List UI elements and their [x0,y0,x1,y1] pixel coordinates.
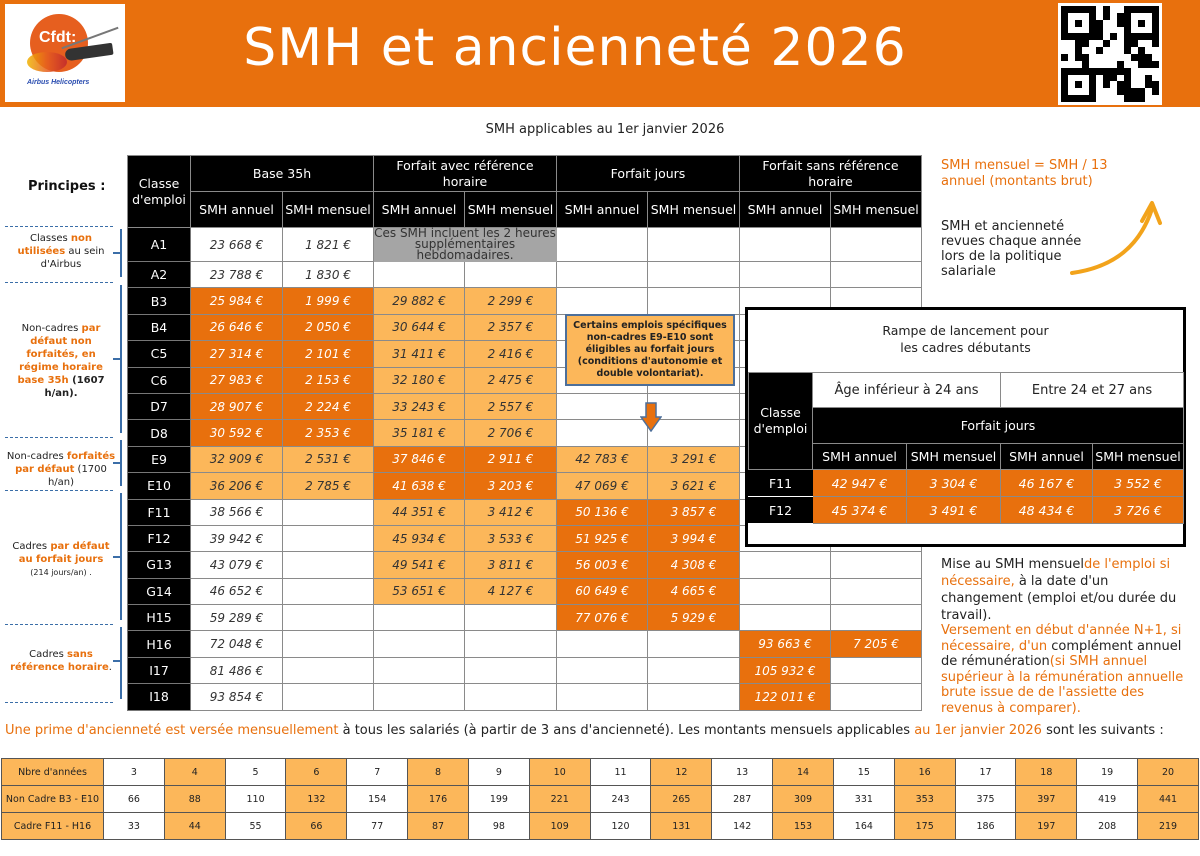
header-forfait-jours: Forfait jours [557,156,740,192]
table-cell: 59 289 € [191,605,283,631]
anciennete-row [2,813,1199,840]
table-row [128,684,922,710]
header-banner [0,0,1200,107]
table-cell [557,631,648,657]
table-cell [557,420,648,446]
table-cell [648,228,740,262]
anciennete-cell: 142 [712,813,773,840]
anciennete-row [2,759,1199,786]
class-label: H16 [128,631,191,657]
rampe-cell: 3 304 € [907,470,1001,497]
table-cell [740,605,831,631]
header-classe-emploi: Classe d'emploi [128,156,191,228]
subheader-smh-annuel: SMH annuel [740,192,831,228]
table-cell [283,684,374,710]
class-label: F12 [128,525,191,551]
subheader-smh-annuel: SMH annuel [191,192,283,228]
table-cell [465,684,557,710]
anciennete-cell: 44 [164,813,225,840]
group-label-non-cadres-35h: Non-cadres par défaut non forfaités, en régime horaire base 35h (1607 h/an). [17,323,105,399]
table-cell: 32 909 € [191,446,283,472]
table-cell: 53 651 € [374,578,465,604]
forfait-jours-note: Certains emplois spécifiques non-cadres E9-E10 sont éligibles au forfait jours (conditions d'autonomie et double volontariat). [565,314,735,386]
table-cell: 3 412 € [465,499,557,525]
table-cell [374,631,465,657]
gray-note-heures-sup: Ces SMH incluent les 2 heures supplémentaires hebdomadaires. [374,226,556,262]
prime-anciennete-text: Une prime d'ancienneté est versée mensuellement à tous les salariés (à partir de 3 ans d'ancienneté). Les montants mensuels applicables au 1er janvier 2026 sont les suivants : [5,723,1164,738]
anciennete-cell: 16 [894,759,955,786]
table-cell: 3 857 € [648,499,740,525]
table-cell: 27 314 € [191,341,283,367]
anciennete-cell: 12 [651,759,712,786]
anciennete-cell: 8 [408,759,469,786]
header-base-35h: Base 35h [191,156,374,192]
mise-au-smh-note: Mise au SMH mensuelde l'emploi si nécessaire, à la date d'un changement (emploi et/ou durée du travail). [941,557,1177,623]
header-forfait-ref-horaire: Forfait avec référence horaire [374,156,557,192]
group-label-cadres-forfait-jours: Cadres par défaut au forfait jours (214 jours/an) . [12,541,110,577]
table-cell: 46 652 € [191,578,283,604]
table-cell: 1 821 € [283,228,374,262]
table-cell: 7 205 € [831,631,922,657]
anciennete-cell: 132 [286,786,347,813]
header-forfait-sans-ref: Forfait sans référence horaire [740,156,922,192]
anciennete-cell: 208 [1077,813,1138,840]
class-label: H15 [128,605,191,631]
table-cell: 33 243 € [374,393,465,419]
anciennete-row-label: Nbre d'années [2,759,104,786]
rampe-cadres-debutants [745,307,1186,547]
table-cell: 49 541 € [374,552,465,578]
anciennete-cell: 221 [529,786,590,813]
anciennete-cell: 11 [590,759,651,786]
anciennete-cell: 309 [773,786,834,813]
anciennete-cell: 55 [225,813,286,840]
anciennete-cell: 87 [408,813,469,840]
revues-note: SMH et ancienneté revues chaque année lors de la politique salariale [941,219,1082,279]
rampe-cell: 45 374 € [813,497,907,524]
table-cell [648,262,740,288]
anciennete-cell: 175 [894,813,955,840]
class-label: I18 [128,684,191,710]
group-label-unused: Classes non utilisées au sein d'Airbus [17,233,105,270]
group-label-non-cadres-forfaites: Non-cadres forfaités par défaut (1700 h/an) [6,451,116,488]
table-cell: 93 663 € [740,631,831,657]
anciennete-cell: 419 [1077,786,1138,813]
anciennete-row-label: Non Cadre B3 - E10 [2,786,104,813]
versement-note: Versement en début d'année N+1, si nécessaire, d'un complément annuel de rémunération(si SMH annuel supérieur à la rémunération annuelle brute issue de de l'assiette des revenus à comparer). [941,623,1184,716]
anciennete-cell: 164 [833,813,894,840]
divider [5,490,113,491]
table-cell [831,262,922,288]
table-cell [283,525,374,551]
anciennete-cell: 219 [1138,813,1199,840]
table-cell: 32 180 € [374,367,465,393]
class-label: I17 [128,657,191,683]
table-cell [283,631,374,657]
table-cell: 2 299 € [465,288,557,314]
table-cell [557,228,648,262]
class-label: G14 [128,578,191,604]
anciennete-cell: 20 [1138,759,1199,786]
anciennete-cell: 18 [1016,759,1077,786]
rampe-row [749,497,1184,524]
curved-arrow-icon [1060,195,1170,285]
table-cell: 2 785 € [283,473,374,499]
table-cell: 72 048 € [191,631,283,657]
class-label: F11 [128,499,191,525]
table-row [128,631,922,657]
table-cell: 4 127 € [465,578,557,604]
class-label: B4 [128,314,191,340]
table-cell [465,262,557,288]
divider [5,226,113,227]
brace-tick [113,462,121,464]
table-cell [557,684,648,710]
table-cell: 35 181 € [374,420,465,446]
table-cell: 37 846 € [374,446,465,472]
brace-tick [113,252,121,254]
subheader-smh-mensuel: SMH mensuel [831,192,922,228]
table-cell: 29 882 € [374,288,465,314]
table-cell: 30 592 € [191,420,283,446]
rampe-class: F12 [749,497,813,524]
table-cell: 3 291 € [648,446,740,472]
table-cell: 2 706 € [465,420,557,446]
table-cell [557,262,648,288]
anciennete-cell: 66 [286,813,347,840]
table-cell [831,657,922,683]
table-cell: 3 533 € [465,525,557,551]
anciennete-cell: 17 [955,759,1016,786]
rampe-forfait-jours: Forfait jours [813,408,1184,444]
table-cell [557,657,648,683]
table-row [128,605,922,631]
anciennete-cell: 14 [773,759,834,786]
anciennete-cell: 265 [651,786,712,813]
class-label: C5 [128,341,191,367]
subheader-smh-annuel: SMH annuel [557,192,648,228]
anciennete-cell: 15 [833,759,894,786]
anciennete-row-label: Cadre F11 - H16 [2,813,104,840]
brace-tick [113,556,121,558]
table-cell [740,552,831,578]
anciennete-cell: 154 [347,786,408,813]
divider [5,282,113,283]
page-title: SMH et ancienneté 2026 [243,18,907,78]
rampe-header-classe: Classe d'emploi [749,373,813,470]
class-label: G13 [128,552,191,578]
table-cell [831,605,922,631]
class-label: D7 [128,393,191,419]
table-cell: 77 076 € [557,605,648,631]
anciennete-table [1,758,1199,840]
table-cell: 2 101 € [283,341,374,367]
table-subtitle: SMH applicables au 1er janvier 2026 [485,122,725,137]
table-cell: 4 308 € [648,552,740,578]
table-cell [465,631,557,657]
table-cell [740,262,831,288]
rampe-table [748,372,1184,524]
class-label: A2 [128,262,191,288]
table-cell: 2 353 € [283,420,374,446]
table-cell: 43 079 € [191,552,283,578]
table-cell [283,578,374,604]
formula-note: SMH mensuel = SMH / 13 annuel (montants brut) [941,158,1108,189]
class-label: E10 [128,473,191,499]
divider [5,702,113,703]
anciennete-cell: 441 [1138,786,1199,813]
table-cell [374,262,465,288]
table-cell: 3 621 € [648,473,740,499]
table-cell: 3 811 € [465,552,557,578]
table-cell [283,657,374,683]
logo-swoosh-icon [27,52,67,72]
table-cell: 25 984 € [191,288,283,314]
anciennete-cell: 110 [225,786,286,813]
anciennete-cell: 77 [347,813,408,840]
table-cell: 2 357 € [465,314,557,340]
anciennete-cell: 13 [712,759,773,786]
anciennete-cell: 176 [408,786,469,813]
table-cell [283,552,374,578]
subheader-smh-mensuel: SMH mensuel [648,192,740,228]
table-cell: 38 566 € [191,499,283,525]
table-cell: 5 929 € [648,605,740,631]
anciennete-cell: 3 [104,759,165,786]
table-row [128,262,922,288]
table-cell: 44 351 € [374,499,465,525]
table-cell: 2 224 € [283,393,374,419]
rampe-cell: 3 726 € [1093,497,1184,524]
table-cell: 41 638 € [374,473,465,499]
subheader-smh-annuel: SMH annuel [374,192,465,228]
brace-tick [113,660,121,662]
anciennete-cell: 375 [955,786,1016,813]
anciennete-cell: 4 [164,759,225,786]
rampe-cell: 42 947 € [813,470,907,497]
table-cell: 2 911 € [465,446,557,472]
table-cell: 2 416 € [465,341,557,367]
table-cell [557,288,648,314]
group-brace [120,627,122,699]
anciennete-cell: 109 [529,813,590,840]
anciennete-cell: 197 [1016,813,1077,840]
anciennete-cell: 6 [286,759,347,786]
table-cell [831,552,922,578]
divider [5,437,113,438]
table-cell [648,288,740,314]
table-cell: 31 411 € [374,341,465,367]
table-cell: 2 050 € [283,314,374,340]
table-cell [831,228,922,262]
anciennete-cell: 331 [833,786,894,813]
table-cell: 39 942 € [191,525,283,551]
table-cell [465,657,557,683]
rampe-title: Rampe de lancement pour les cadres débutants [882,323,1049,355]
table-cell: 1 999 € [283,288,374,314]
table-cell: 23 668 € [191,228,283,262]
table-cell [465,605,557,631]
subheader-smh-mensuel: SMH mensuel [465,192,557,228]
anciennete-cell: 33 [104,813,165,840]
table-cell: 122 011 € [740,684,831,710]
table-cell [740,578,831,604]
table-cell [283,499,374,525]
cfdt-logo [5,4,125,102]
logo-subtitle: Airbus Helicopters [27,79,90,86]
table-cell: 2 557 € [465,393,557,419]
table-cell: 45 934 € [374,525,465,551]
table-row [128,657,922,683]
anciennete-cell: 19 [1077,759,1138,786]
table-cell: 23 788 € [191,262,283,288]
table-cell [374,657,465,683]
table-cell: 105 932 € [740,657,831,683]
rampe-cell: 46 167 € [1001,470,1093,497]
anciennete-cell: 153 [773,813,834,840]
table-cell: 81 486 € [191,657,283,683]
table-cell: 50 136 € [557,499,648,525]
class-label: D8 [128,420,191,446]
table-cell [648,631,740,657]
rampe-class: F11 [749,470,813,497]
rampe-sub-smh-mensuel: SMH mensuel [907,444,1001,470]
arrow-down-icon [640,402,662,432]
anciennete-cell: 7 [347,759,408,786]
class-label: A1 [128,228,191,262]
table-cell [283,605,374,631]
class-label: C6 [128,367,191,393]
anciennete-cell: 66 [104,786,165,813]
table-cell: 56 003 € [557,552,648,578]
table-cell: 51 925 € [557,525,648,551]
table-cell: 93 854 € [191,684,283,710]
anciennete-cell: 199 [468,786,529,813]
principes-heading: Principes : [28,179,106,194]
anciennete-cell: 88 [164,786,225,813]
table-cell: 30 644 € [374,314,465,340]
table-cell [374,684,465,710]
rampe-sub-smh-annuel: SMH annuel [1001,444,1093,470]
anciennete-cell: 397 [1016,786,1077,813]
rampe-row [749,470,1184,497]
table-cell: 26 646 € [191,314,283,340]
table-cell: 1 830 € [283,262,374,288]
anciennete-cell: 98 [468,813,529,840]
rampe-sub-smh-mensuel: SMH mensuel [1093,444,1184,470]
table-cell: 3 203 € [465,473,557,499]
class-label: B3 [128,288,191,314]
anciennete-row [2,786,1199,813]
table-cell: 60 649 € [557,578,648,604]
rampe-age-under-24: Âge inférieur à 24 ans [813,373,1001,408]
group-label-cadres-sans-ref: Cadres sans référence horaire. [10,649,112,673]
table-cell [831,684,922,710]
rampe-age-24-27: Entre 24 et 27 ans [1001,373,1184,408]
table-cell: 2 531 € [283,446,374,472]
table-cell: 2 475 € [465,367,557,393]
table-row [128,578,922,604]
anciennete-cell: 186 [955,813,1016,840]
anciennete-cell: 131 [651,813,712,840]
table-cell [740,228,831,262]
class-label: E9 [128,446,191,472]
table-cell [831,578,922,604]
table-cell: 3 994 € [648,525,740,551]
table-cell: 2 153 € [283,367,374,393]
table-row [128,228,922,262]
table-cell: 27 983 € [191,367,283,393]
table-cell: 42 783 € [557,446,648,472]
table-cell: 4 665 € [648,578,740,604]
rampe-cell: 3 491 € [907,497,1001,524]
table-cell [557,393,648,419]
subheader-smh-mensuel: SMH mensuel [283,192,374,228]
rampe-cell: 3 552 € [1093,470,1184,497]
brace-tick [113,358,121,360]
table-row [128,552,922,578]
anciennete-cell: 243 [590,786,651,813]
qr-code-icon[interactable] [1058,3,1162,105]
anciennete-cell: 120 [590,813,651,840]
anciennete-cell: 287 [712,786,773,813]
anciennete-cell: 10 [529,759,590,786]
table-cell: 47 069 € [557,473,648,499]
table-cell: 36 206 € [191,473,283,499]
divider [5,624,113,625]
rampe-sub-smh-annuel: SMH annuel [813,444,907,470]
rampe-cell: 48 434 € [1001,497,1093,524]
anciennete-cell: 353 [894,786,955,813]
logo-brand: Cfdt: [39,29,77,46]
table-cell [648,684,740,710]
table-cell [374,605,465,631]
table-cell: 28 907 € [191,393,283,419]
table-cell [648,657,740,683]
anciennete-cell: 5 [225,759,286,786]
anciennete-cell: 9 [468,759,529,786]
